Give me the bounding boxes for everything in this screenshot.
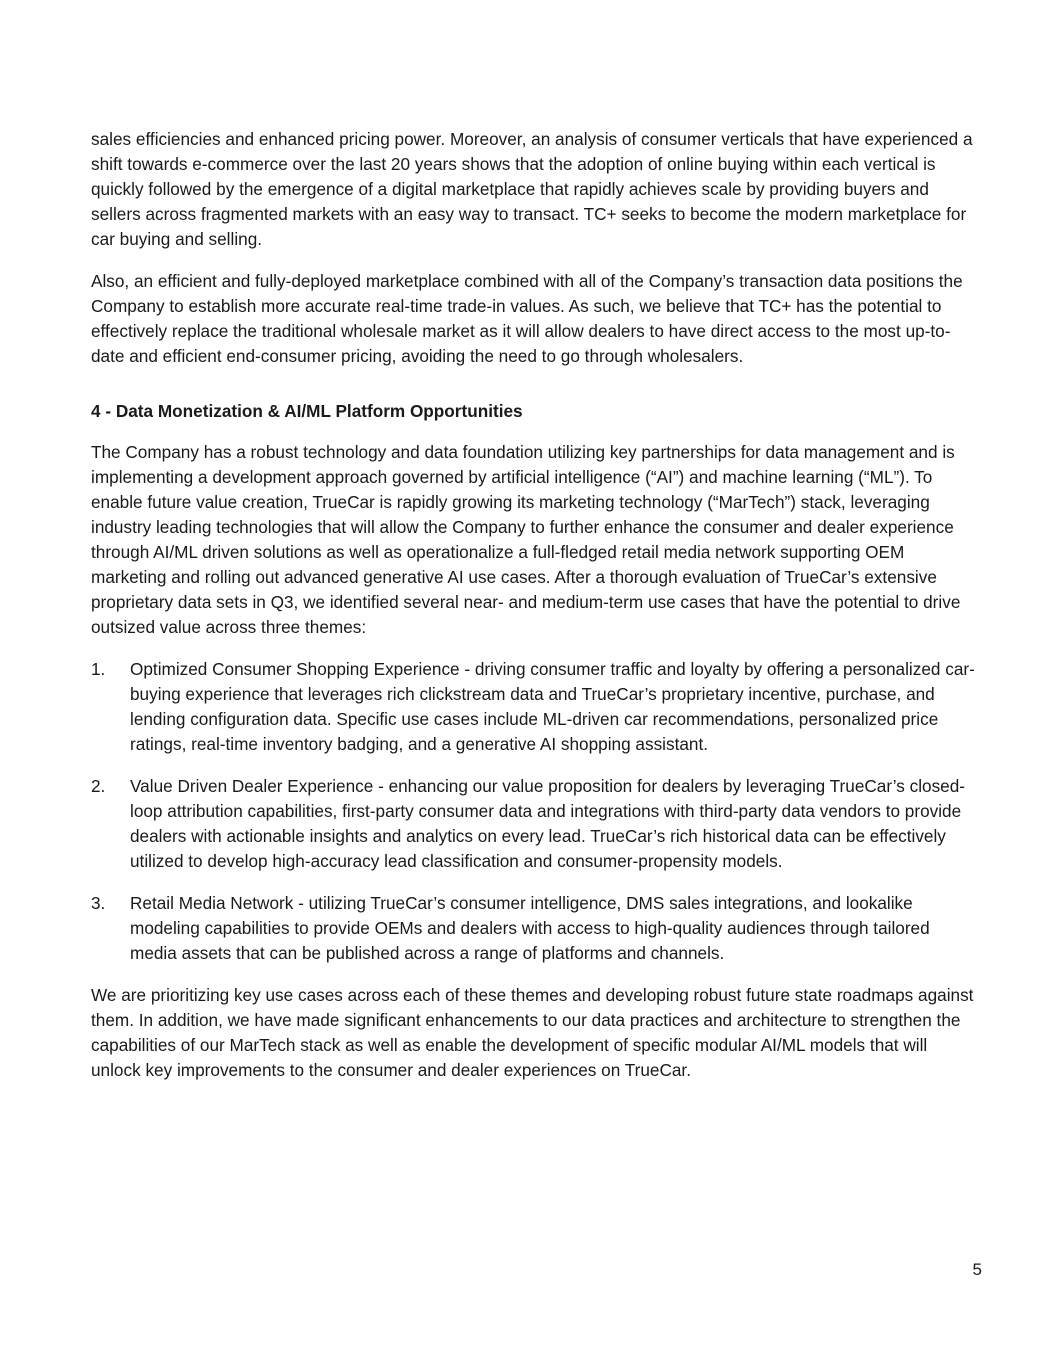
paragraph-closing: We are prioritizing key use cases across each of these themes and developing robust future state roadmaps against them. In addition, we have made significant enhancements to our data practices and architecture to strengthen the capabilities of our MarTech stack as well as enable the development of specific modular AI/ML models that will unlock key improvements to the consumer and dealer experiences on TrueCar. xyxy=(91,985,974,1080)
list-item-number: 1. xyxy=(91,659,106,679)
list-item xyxy=(91,774,981,874)
page-number: 5 xyxy=(972,1260,982,1279)
themes-list xyxy=(91,657,981,966)
paragraph-technology-foundation: The Company has a robust technology and data foundation utilizing key partnerships for data management and is implementing a development approach governed by artificial intelligence (“AI”) and machine learning (“ML”). To enable future value creation, TrueCar is rapidly growing its marketing technology (“MarTech”) stack, leveraging industry leading technologies that will allow the Company to further enhance the consumer and dealer experience through AI/ML driven solutions as well as operationalize a full-fledged retail media network supporting OEM marketing and rolling out advanced generative AI use cases. After a thorough evaluation of TrueCar’s extensive proprietary data sets in Q3, we identified several near- and medium-term use cases that have the potential to drive outsized value across three themes: xyxy=(91,442,961,637)
list-item xyxy=(91,891,981,966)
section-heading: 4 - Data Monetization & AI/ML Platform Opportunities xyxy=(91,401,523,421)
list-item-number: 2. xyxy=(91,776,106,796)
document-page xyxy=(91,127,981,1083)
list-item-text: Optimized Consumer Shopping Experience - driving consumer traffic and loyalty by offering a personalized car-buying experience that leverages rich clickstream data and TrueCar’s proprietary incentive, purchase, and lending configuration data. Specific use cases include ML-driven car recommendations, personalized price ratings, real-time inventory badging, and a generative AI shopping assistant. xyxy=(130,659,975,754)
paragraph-trade-in-values: Also, an efficient and fully-deployed marketplace combined with all of the Company’s transaction data positions the Company to establish more accurate real-time trade-in values. As such, we believe that TC+ has the potential to effectively replace the traditional wholesale market as it will allow dealers to have direct access to the most up-to-date and efficient end-consumer pricing, avoiding the need to go through wholesalers. xyxy=(91,271,963,366)
list-item xyxy=(91,657,981,757)
list-item-text: Value Driven Dealer Experience - enhancing our value proposition for dealers by leveraging TrueCar’s closed-loop attribution capabilities, first-party consumer data and integrations with third-party data vendors to provide dealers with actionable insights and analytics on every lead. TrueCar’s rich historical data can be effectively utilized to develop high-accuracy lead classification and consumer-propensity models. xyxy=(130,776,966,871)
list-item-number: 3. xyxy=(91,893,106,913)
paragraph-marketplace-efficiencies: sales efficiencies and enhanced pricing power. Moreover, an analysis of consumer verticals that have experienced a shift towards e-commerce over the last 20 years shows that the adoption of online buying within each vertical is quickly followed by the emergence of a digital marketplace that rapidly achieves scale by providing buyers and sellers across fragmented markets with an easy way to transact. TC+ seeks to become the modern marketplace for car buying and selling. xyxy=(91,129,973,249)
list-item-text: Retail Media Network - utilizing TrueCar’s consumer intelligence, DMS sales integrations, and lookalike modeling capabilities to provide OEMs and dealers with access to high-quality audiences through tailored media assets that can be published across a range of platforms and channels. xyxy=(130,893,930,963)
